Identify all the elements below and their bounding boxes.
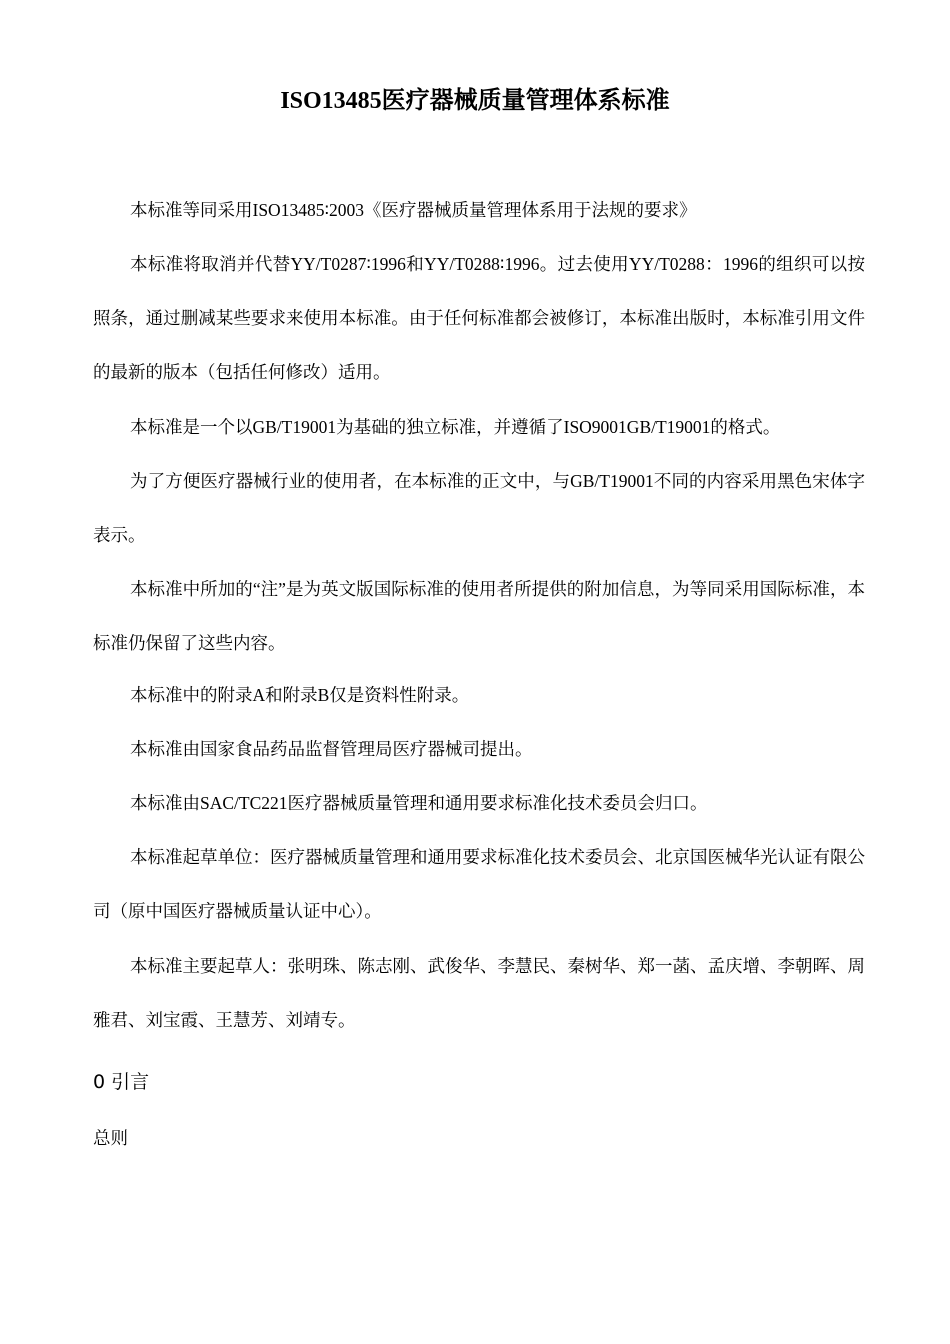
section-heading-introduction: 0 引言 — [93, 1071, 150, 1093]
paragraph-adoption: 本标准等同采用ISO13485∶2003《医疗器械质量管理体系用于法规的要求》 — [130, 200, 697, 220]
subsection-heading-general: 总则 — [93, 1128, 128, 1148]
paragraph-drafting-units: 本标准起草单位：医疗器械质量管理和通用要求标准化技术委员会、北京国医械华光认证有限公司（原中国医疗器械质量认证中心）。 — [93, 847, 865, 921]
paragraph-annex: 本标准中的附录A和附录B仅是资料性附录。 — [130, 685, 470, 705]
paragraph-basis: 本标准是一个以GB/T19001为基础的独立标准，并遵循了ISO9001GB/T19001的格式。 — [130, 417, 781, 437]
paragraph-convenience: 为了方便医疗器械行业的使用者，在本标准的正文中，与GB/T19001不同的内容采用黑色宋体字表示。 — [93, 471, 865, 545]
paragraph-notes: 本标准中所加的“注”是为英文版国际标准的使用者所提供的附加信息，为等同采用国际标准，本标准仍保留了这些内容。 — [93, 579, 865, 653]
document-title: ISO13485医疗器械质量管理体系标准 — [280, 88, 670, 114]
paragraph-drafters: 本标准主要起草人：张明珠、陈志刚、武俊华、李慧民、秦树华、郑一菡、孟庆增、李朝晖、周雅君、刘宝霞、王慧芳、刘靖专。 — [93, 956, 865, 1030]
paragraph-replacement: 本标准将取消并代替YY/T0287∶1996和YY/T0288∶1996。过去使用YY/T0288：1996的组织可以按照条，通过删减某些要求来使用本标准。由于任何标准都会被修订，本标准出版时，本标准引用文件的最新的版本（包括任何修改）适用。 — [93, 254, 865, 382]
paragraph-proposer: 本标准由国家食品药品监督管理局医疗器械司提出。 — [130, 739, 533, 759]
paragraph-committee: 本标准由SAC/TC221医疗器械质量管理和通用要求标准化技术委员会归口。 — [130, 793, 708, 813]
